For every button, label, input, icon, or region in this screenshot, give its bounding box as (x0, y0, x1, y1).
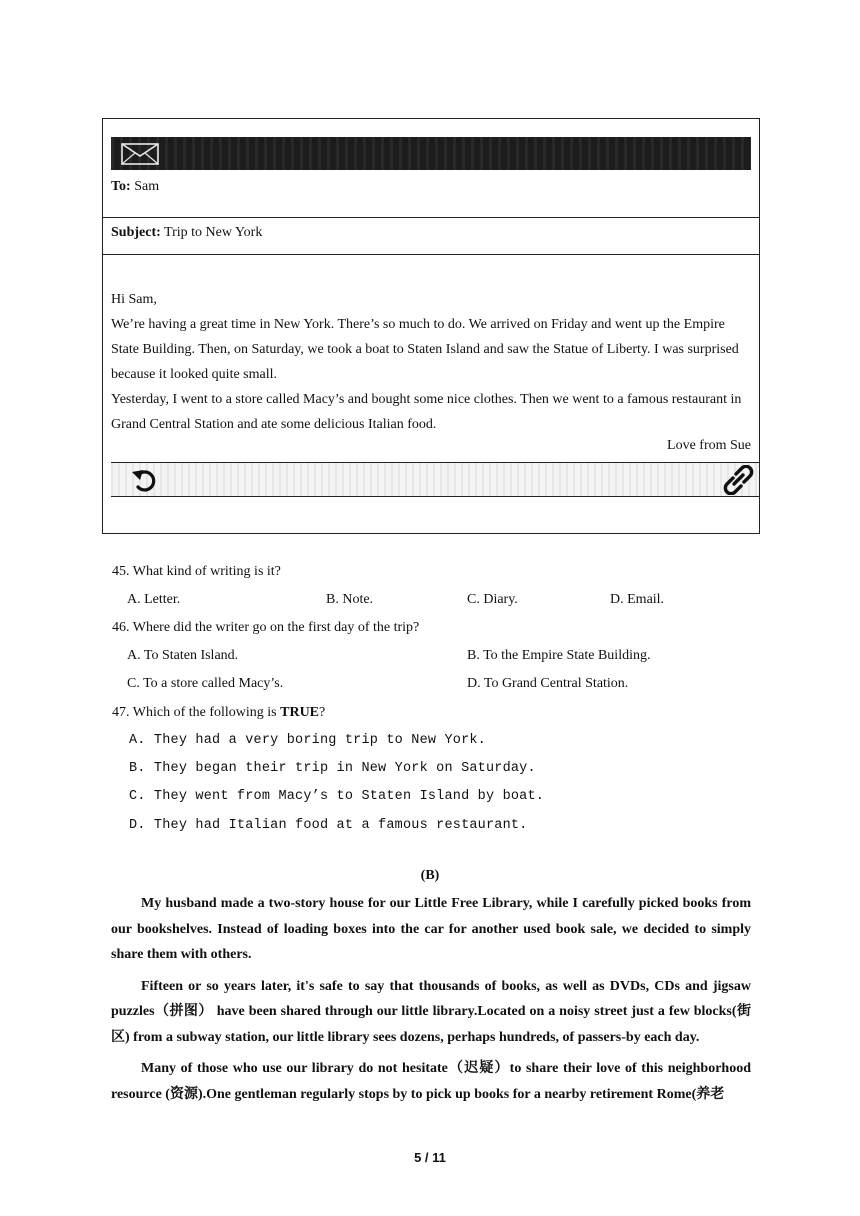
option-letter: C. (467, 592, 480, 607)
question-number: 46. (112, 620, 130, 635)
subject-label: Subject: (111, 225, 161, 240)
option-letter: A. (127, 648, 141, 663)
option-letter: D. (610, 592, 624, 607)
link-icon (721, 465, 757, 495)
question-number: 47. (112, 705, 130, 720)
option[interactable] (127, 592, 180, 608)
option[interactable] (610, 592, 664, 608)
option-letter: B. (467, 648, 480, 663)
subject-value: Trip to New York (164, 225, 263, 240)
question-text: What kind of writing is it? (132, 564, 281, 579)
to-value: Sam (134, 179, 160, 194)
option-text: They had a very boring trip to New York. (153, 733, 486, 748)
option-text: They began their trip in New York on Saturday. (153, 761, 536, 776)
section-heading: (B) (420, 868, 440, 883)
option[interactable] (467, 648, 650, 664)
to-row (111, 179, 159, 195)
passage-paragraph: Many of those who use our library do not hesitate（迟疑）to share their love of this neighborhood resource (资源).One gentleman regularly stops by to pick up books for a nearby retirement Rome(养老 (111, 1061, 751, 1102)
option[interactable] (129, 818, 527, 833)
question-text: Where did the writer go on the first day of the trip? (132, 620, 420, 635)
passage (111, 891, 751, 1107)
option-letter: D. (129, 818, 146, 833)
email-signoff: Love from Sue (667, 438, 751, 453)
mail-icon (119, 141, 161, 166)
question-text: Which of the following is (132, 705, 281, 720)
to-label: To: (111, 179, 131, 194)
passage-paragraph: My husband made a two-story house for our Little Free Library, while I carefully picked books from our bookshelves. Instead of loading boxes into the car for another used book sale, we decided to simply share them with others. (111, 896, 751, 962)
reply-icon (131, 468, 159, 494)
passage-paragraph: Fifteen or so years later, it's safe to say that thousands of books, as well as DVDs, CDs and jigsaw puzzles（拼图） have been shared through our little library.Located on a noisy street just a few blocks(街区) from a subway station, our little library sees dozens, perhaps hundreds, of passers-by each day. (111, 978, 751, 1045)
option[interactable] (129, 733, 486, 748)
option-text: They went from Macy’s to Staten Island by boat. (153, 789, 545, 804)
option-text: They had Italian food at a famous restaurant. (153, 818, 528, 833)
option[interactable] (129, 761, 536, 776)
option-letter: C. (129, 789, 146, 804)
option-letter: C. (127, 676, 140, 691)
question-text-end: ? (319, 705, 326, 720)
question-47 (112, 705, 325, 721)
option-text: To a store called Macy’s. (143, 676, 284, 691)
email-paragraph: We’re having a great time in New York. There’s so much to do. We arrived on Friday and went up the Empire State Building. Then, on Saturday, we took a boat to Staten Island and saw the Statue of Liberty. I was surprised because it looked quite small. (111, 317, 739, 382)
email-greeting: Hi Sam, (111, 292, 157, 307)
page-number: 5 / 11 (414, 1150, 446, 1165)
question-number: 45. (112, 564, 130, 579)
option-letter: A. (127, 592, 141, 607)
option[interactable] (467, 592, 518, 608)
option[interactable] (129, 789, 544, 804)
divider (103, 217, 759, 218)
option[interactable] (467, 676, 628, 692)
email-card (102, 118, 760, 534)
option-text: Letter. (144, 592, 181, 607)
option[interactable] (326, 592, 373, 608)
option-letter: B. (129, 761, 146, 776)
divider (103, 254, 759, 255)
option-text: Diary. (483, 592, 518, 607)
email-header-bar (111, 137, 751, 170)
option-text: To Grand Central Station. (483, 676, 629, 691)
option-text: Email. (627, 592, 665, 607)
question-45 (112, 564, 281, 580)
email-paragraph: Yesterday, I went to a store called Macy’s and bought some nice clothes. Then we went to a famous restaurant in Grand Central Station and ate some delicious Italian food. (111, 392, 742, 432)
email-body (111, 287, 751, 437)
option-text: To the Empire State Building. (483, 648, 651, 663)
option-text: Note. (342, 592, 374, 607)
option-letter: B. (326, 592, 339, 607)
subject-row (111, 225, 262, 241)
email-footer-bar (111, 462, 759, 497)
option-letter: D. (467, 676, 481, 691)
option-letter: A. (129, 733, 146, 748)
option[interactable] (127, 648, 238, 664)
option-text: To Staten Island. (143, 648, 239, 663)
option[interactable] (127, 676, 283, 692)
question-emphasis: TRUE (280, 705, 320, 720)
question-46 (112, 620, 419, 636)
